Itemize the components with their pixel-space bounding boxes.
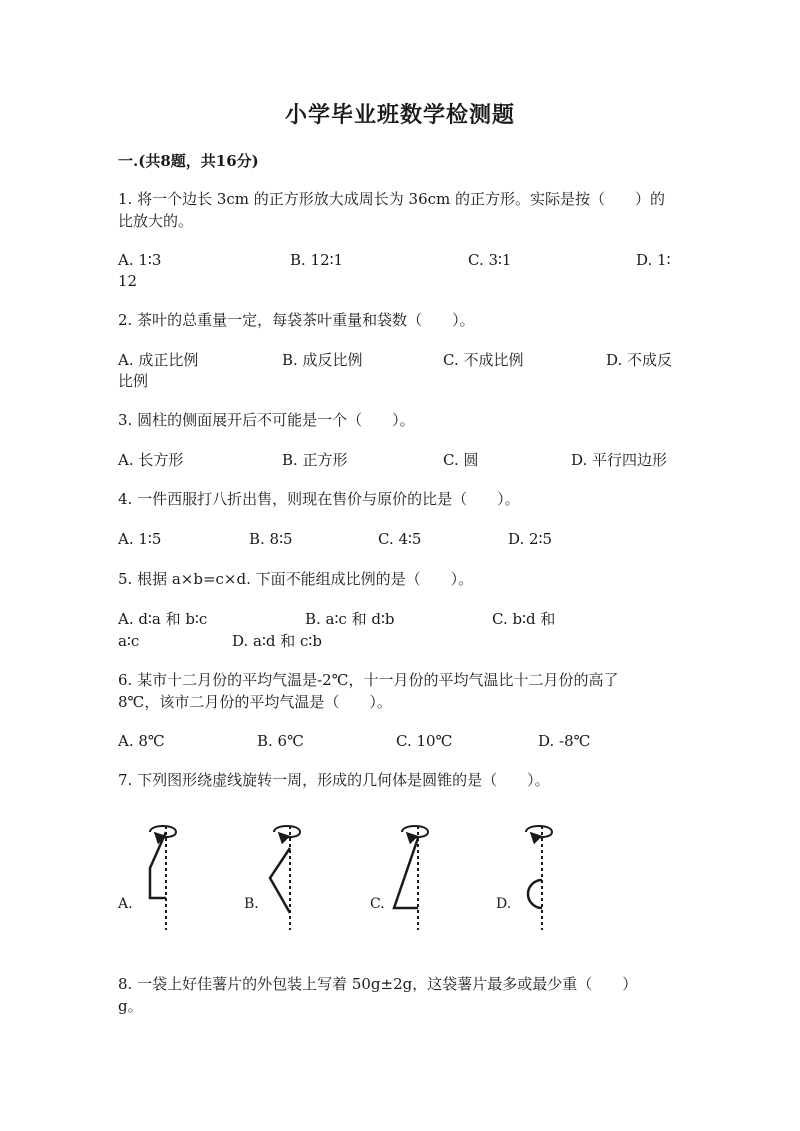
q2-option-a[interactable]: A. 成正比例 <box>118 351 199 369</box>
rotation-arrow-icon <box>274 826 300 837</box>
q4-option-c[interactable]: C. 4∶5 <box>378 530 422 548</box>
shape-triangle-side <box>270 848 290 913</box>
q6-option-d[interactable]: D. -8℃ <box>538 732 591 750</box>
q3-option-d[interactable]: D. 平行四边形 <box>571 451 668 469</box>
q5-option-c-cont: a∶c <box>118 632 140 650</box>
q4-option-a[interactable]: A. 1∶5 <box>118 530 162 548</box>
shape-semicircle <box>528 880 542 908</box>
question-3-text: 3. 圆柱的侧面展开后不可能是一个（ ）。 <box>118 411 415 429</box>
q5-option-b[interactable]: B. a∶c 和 d∶b <box>305 610 395 628</box>
rotation-arrow-icon <box>150 826 176 837</box>
figure-c-label: C. <box>370 896 385 912</box>
q3-option-a[interactable]: A. 长方形 <box>118 451 184 469</box>
question-1-text: 1. 将一个边长 3cm 的正方形放大成周长为 36cm 的正方形。实际是按（ ）的 <box>118 190 666 208</box>
q3-option-c[interactable]: C. 圆 <box>443 451 479 469</box>
rotation-arrow-icon <box>402 826 428 837</box>
question-6-text: 6. 某市十二月份的平均气温是-2℃，十一月份的平均气温比十二月份的高了 <box>118 671 619 689</box>
question-8-text-cont: g。 <box>118 997 143 1015</box>
q2-option-b[interactable]: B. 成反比例 <box>282 351 363 369</box>
page-title: 小学毕业班数学检测题 <box>284 102 515 128</box>
question-7-text: 7. 下列图形绕虚线旋转一周，形成的几何体是圆锥的是（ ）。 <box>118 771 550 789</box>
question-5-text: 5. 根据 a×b=c×d. 下面不能组成比例的是（ ）。 <box>118 570 474 588</box>
q5-option-d[interactable]: D. a∶d 和 c∶b <box>232 632 322 650</box>
q6-option-c[interactable]: C. 10℃ <box>396 732 453 750</box>
q2-option-d-cont: 比例 <box>118 372 149 390</box>
q4-option-b[interactable]: B. 8∶5 <box>249 530 293 548</box>
figure-b-label: B. <box>244 896 259 912</box>
figure-a[interactable] <box>117 826 176 930</box>
figure-c[interactable] <box>370 826 428 930</box>
q2-option-d[interactable]: D. 不成反 <box>606 351 673 369</box>
rotation-figures <box>110 818 580 938</box>
figure-d-label: D. <box>496 896 512 912</box>
q6-option-a[interactable]: A. 8℃ <box>118 732 165 750</box>
q1-option-b[interactable]: B. 12∶1 <box>290 251 344 269</box>
figure-d[interactable] <box>496 826 552 930</box>
q1-option-a[interactable]: A. 1∶3 <box>118 251 162 269</box>
q1-option-d-cont: 12 <box>118 272 138 290</box>
question-1-text-cont: 比放大的。 <box>118 212 194 230</box>
figure-b[interactable] <box>244 826 300 930</box>
q3-option-b[interactable]: B. 正方形 <box>282 451 348 469</box>
rotation-arrow-icon <box>526 826 552 837</box>
question-8-text: 8. 一袋上好佳薯片的外包装上写着 50g±2g，这袋薯片最多或最少重（ ） <box>118 975 638 993</box>
shape-trapezoid <box>150 832 166 898</box>
q6-option-b[interactable]: B. 6℃ <box>257 732 304 750</box>
question-4-text: 4. 一件西服打八折出售，则现在售价与原价的比是（ ）。 <box>118 490 520 508</box>
q5-option-c[interactable]: C. b∶d 和 <box>492 610 556 628</box>
q2-option-c[interactable]: C. 不成比例 <box>443 351 524 369</box>
q4-option-d[interactable]: D. 2∶5 <box>508 530 553 548</box>
question-6-text-cont: 8℃，该市二月份的平均气温是（ ）。 <box>118 693 392 711</box>
question-2-text: 2. 茶叶的总重量一定，每袋茶叶重量和袋数（ ）。 <box>118 311 475 329</box>
figure-a-label: A. <box>118 896 133 912</box>
shape-right-triangle <box>394 838 418 908</box>
q5-option-a[interactable]: A. d∶a 和 b∶c <box>118 610 208 628</box>
section-heading: 一.(共8题，共16分) <box>118 152 259 170</box>
q1-option-c[interactable]: C. 3∶1 <box>468 251 512 269</box>
q1-option-d[interactable]: D. 1∶ <box>636 251 671 269</box>
